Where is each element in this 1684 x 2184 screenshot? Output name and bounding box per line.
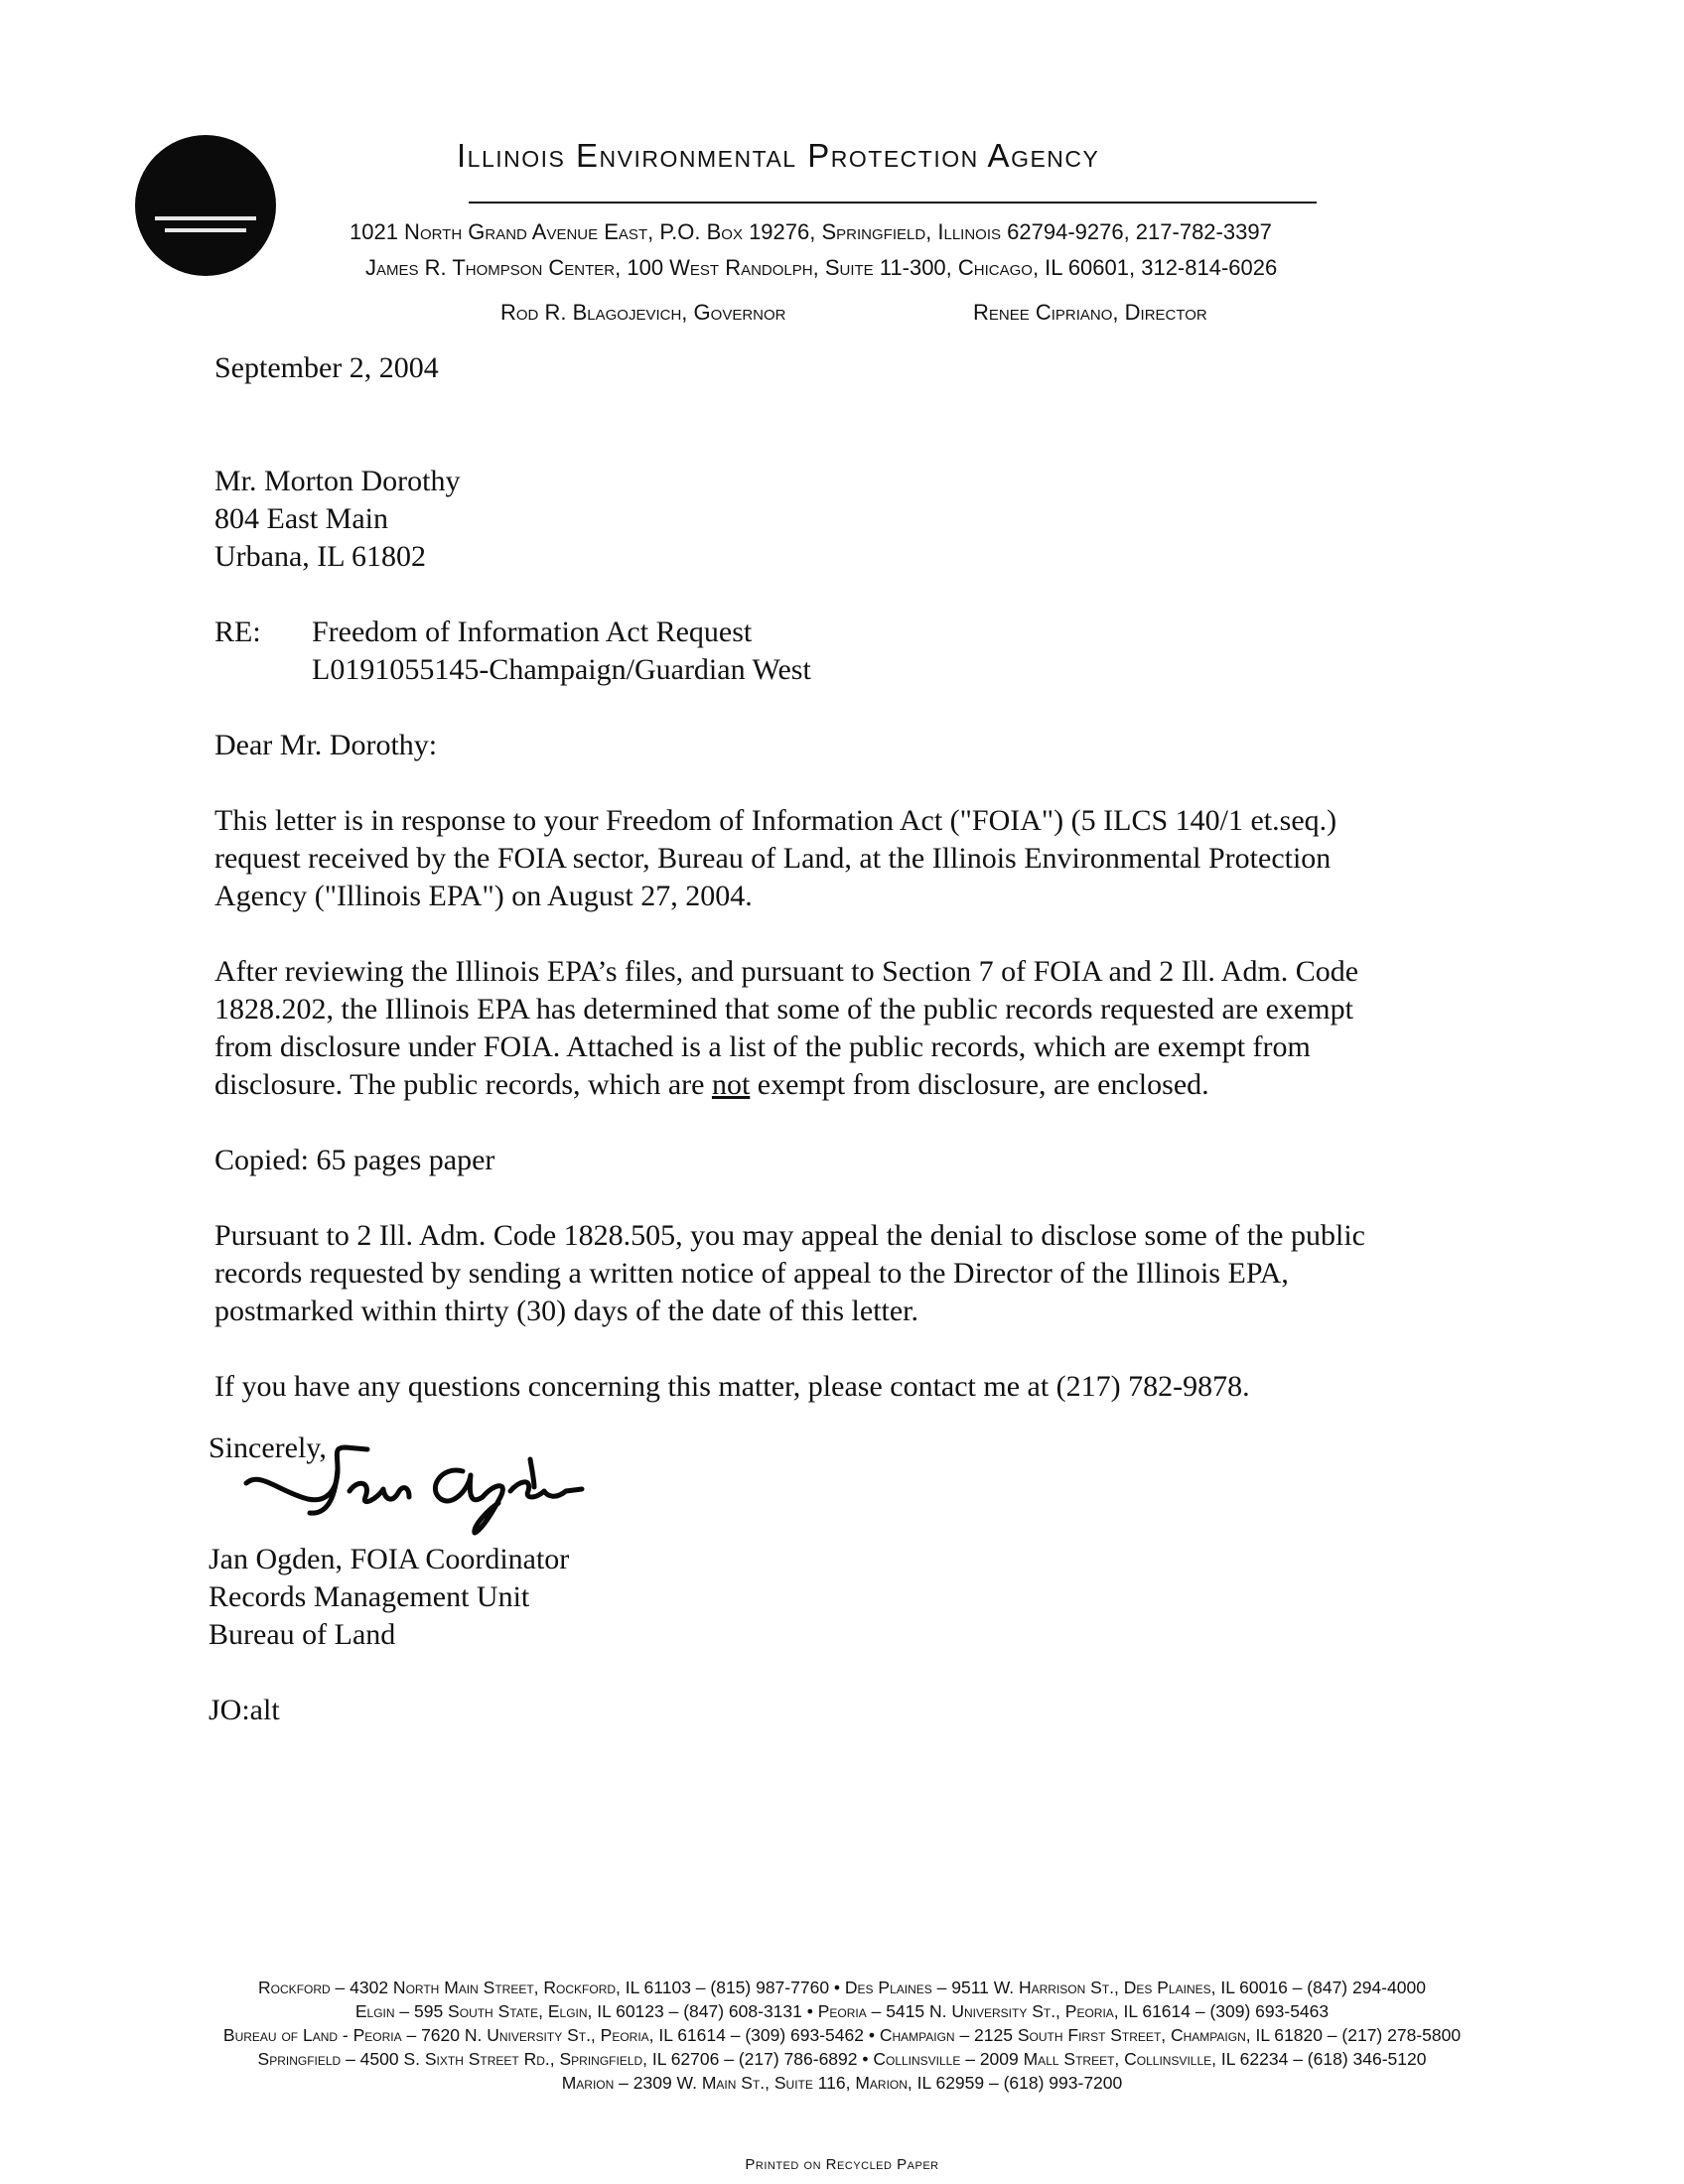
paragraph-1-line: This letter is in response to your Freedom of Information Act ("FOIA") (5 ILCS 140/1 et.seq.) (214, 804, 1337, 837)
re-label: RE: (214, 615, 261, 648)
typist-initials: JO:alt (209, 1694, 280, 1726)
paragraph-1-line: request received by the FOIA sector, Bureau of Land, at the Illinois Environmental Protection (214, 842, 1332, 875)
signer-name-title: Jan Ogden, FOIA Coordinator (209, 1543, 570, 1575)
signer-unit: Records Management Unit (209, 1580, 530, 1613)
footer-line: Elgin – 595 South State, Elgin, IL 60123 – (847) 608-3131 • Peoria – 5415 N. University St., Peoria, IL 61614 – (309) 693-5463 (354, 2001, 1330, 2021)
contact-paragraph: If you have any questions concerning this matter, please contact me at (217) 782-9878. (214, 1370, 1250, 1403)
copied-note: Copied: 65 pages paper (214, 1144, 495, 1176)
paragraph-2-text: exempt from disclosure, are enclosed. (750, 1068, 1209, 1101)
governor-name: Rod R. Blagojevich, Governor (500, 300, 786, 325)
paragraph-2-line (214, 1066, 1209, 1104)
letterhead-address-springfield: 1021 North Grand Avenue East, P.O. Box 19276, Springfield, Illinois 62794-9276, 217-782-3397 (350, 219, 1272, 244)
paragraph-2-line: from disclosure under FOIA. Attached is a list of the public records, which are exempt from (214, 1030, 1311, 1063)
recipient-street: 804 East Main (214, 502, 388, 535)
letterhead-address-chicago: James R. Thompson Center, 100 West Randolph, Suite 11-300, Chicago, IL 60601, 312-814-6026 (365, 255, 1278, 280)
director-name: Renee Cipriano, Director (973, 300, 1207, 325)
re-reference: L0191055145-Champaign/Guardian West (312, 653, 811, 686)
signer-bureau: Bureau of Land (209, 1618, 396, 1651)
letterhead-rule (469, 202, 1317, 204)
illinois-seal-icon (135, 135, 276, 276)
underlined-not: not (711, 1068, 751, 1101)
recipient-name: Mr. Morton Dorothy (214, 465, 461, 497)
seal-stripe (155, 216, 256, 220)
paragraph-1-line: Agency ("Illinois EPA") on August 27, 2004. (214, 880, 753, 912)
re-subject: Freedom of Information Act Request (312, 615, 753, 648)
letter-date: September 2, 2004 (214, 351, 439, 384)
paragraph-3-line: records requested by sending a written notice of appeal to the Director of the Illinois EPA, (214, 1257, 1289, 1290)
paragraph-2-text: disclosure. The public records, which are (214, 1068, 712, 1101)
footer-line: Marion – 2309 W. Main St., Suite 116, Marion, IL 62959 – (618) 993-7200 (561, 2073, 1123, 2093)
regional-offices-footer (60, 1976, 1624, 2095)
paragraph-2-line: 1828.202, the Illinois EPA has determined that some of the public records requested are exempt (214, 993, 1353, 1025)
closing: Sincerely, (209, 1432, 327, 1464)
paragraph-2-line: After reviewing the Illinois EPA’s files, and pursuant to Section 7 of FOIA and 2 Ill. Adm. Code (214, 955, 1359, 988)
footer-line: Springfield – 4500 S. Sixth Street Rd., Springfield, IL 62706 – (217) 786-6892 • Collinsville – 2009 Mall Street, Collinsville, IL 62234 – (618) 346-5120 (257, 2049, 1427, 2069)
seal-stripe (165, 228, 246, 232)
agency-name: Illinois Environmental Protection Agency (457, 137, 1100, 174)
recipient-city: Urbana, IL 61802 (214, 540, 426, 573)
footer-line: Bureau of Land - Peoria – 7620 N. University St., Peoria, IL 61614 – (309) 693-5462 • Champaign – 2125 South First Street, Champaign, IL 61820 – (217) 278-5800 (222, 2025, 1462, 2045)
footer-line: Rockford – 4302 North Main Street, Rockford, IL 61103 – (815) 987-7760 • Des Plaines – 9511 W. Harrison St., Des Plaines, IL 60016 – (847) 294-4000 (258, 1978, 1426, 1997)
paragraph-3-line: Pursuant to 2 Ill. Adm. Code 1828.505, you may appeal the denial to disclose some of the public (214, 1219, 1365, 1252)
recycled-paper-note: Printed on Recycled Paper (745, 2156, 939, 2173)
paragraph-3-line: postmarked within thirty (30) days of the date of this letter. (214, 1295, 919, 1327)
signature-image (238, 1441, 596, 1537)
salutation: Dear Mr. Dorothy: (214, 729, 438, 761)
